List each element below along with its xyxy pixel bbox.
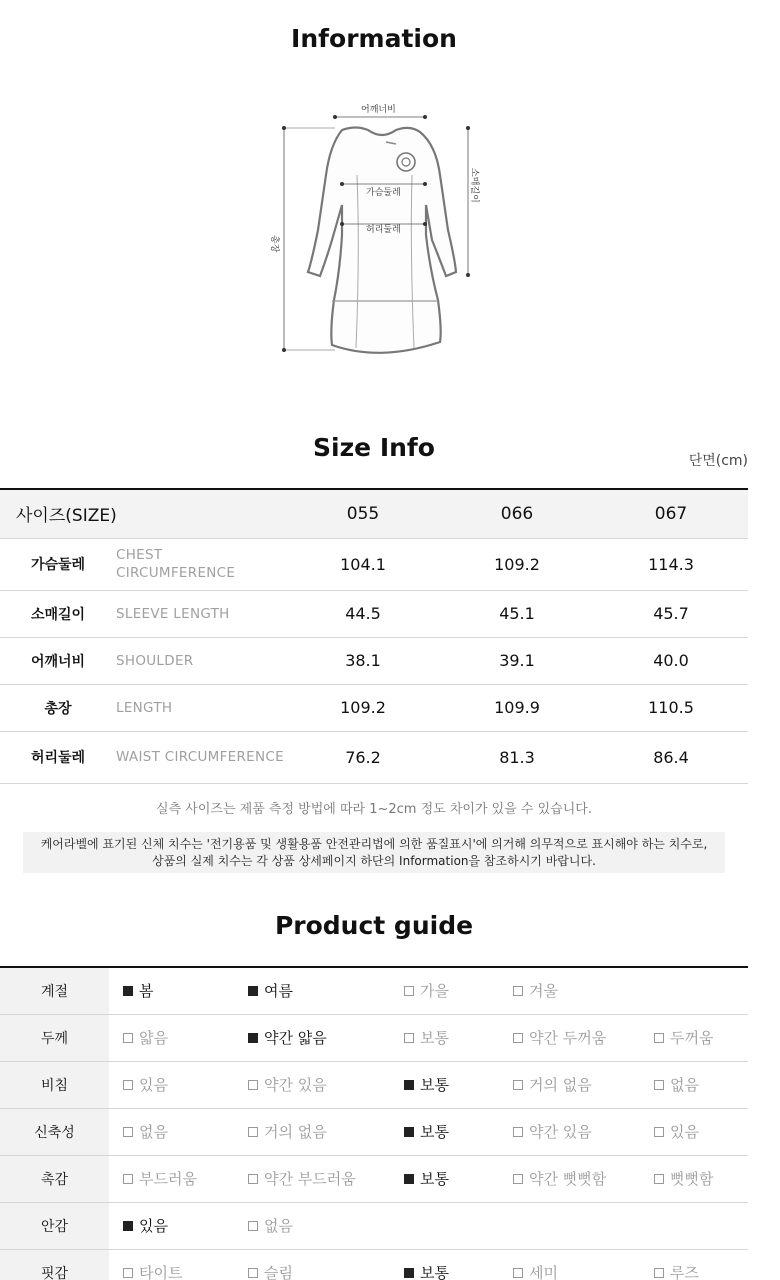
guide-option xyxy=(109,1061,234,1108)
row-label-en: CHEST CIRCUMFERENCE xyxy=(116,538,286,590)
row-label-kr: 어깨너비 xyxy=(0,637,116,684)
guide-option xyxy=(390,1108,499,1155)
table-cell: 76.2 xyxy=(286,731,440,783)
guide-option xyxy=(234,1061,390,1108)
guide-option xyxy=(640,967,748,1014)
guide-row xyxy=(0,1014,748,1061)
guide-option xyxy=(109,1014,234,1061)
checked-box-icon xyxy=(123,1221,133,1231)
guide-row xyxy=(0,1061,748,1108)
unchecked-box-icon xyxy=(654,1268,664,1278)
guide-row-label: 비침 xyxy=(0,1061,109,1108)
product-guide-title: Product guide xyxy=(274,911,474,940)
guide-option xyxy=(109,1155,234,1202)
care-label-notice xyxy=(23,832,725,873)
unchecked-box-icon xyxy=(248,1127,258,1137)
guide-option-label: 여름 xyxy=(264,982,293,1001)
unchecked-box-icon xyxy=(513,1174,523,1184)
unchecked-box-icon xyxy=(123,1127,133,1137)
guide-option-label: 보통 xyxy=(420,1170,449,1188)
guide-option xyxy=(640,1249,748,1280)
table-cell: 109.2 xyxy=(440,538,594,590)
guide-option xyxy=(234,1202,390,1249)
guide-option xyxy=(499,1014,640,1061)
guide-option xyxy=(499,1202,640,1249)
guide-option-label: 약간 얇음 xyxy=(264,1029,327,1047)
guide-option xyxy=(234,1249,390,1280)
guide-option-label: 슬림 xyxy=(264,1264,293,1280)
guide-option-label: 보통 xyxy=(420,1123,449,1141)
unchecked-box-icon xyxy=(513,1033,523,1043)
table-cell: 109.2 xyxy=(286,684,440,731)
table-cell: 38.1 xyxy=(286,637,440,684)
size-table-header xyxy=(0,489,748,538)
table-cell: 109.9 xyxy=(440,684,594,731)
guide-option xyxy=(390,1249,499,1280)
table-cell: 114.3 xyxy=(594,538,748,590)
guide-option-label: 없음 xyxy=(264,1217,293,1235)
checked-box-icon xyxy=(404,1174,414,1184)
guide-row-label: 핏감 xyxy=(0,1249,109,1280)
checked-box-icon xyxy=(404,1080,414,1090)
guide-option-label: 있음 xyxy=(670,1123,699,1141)
unchecked-box-icon xyxy=(513,1268,523,1278)
diagram-label-length: 총장 xyxy=(269,235,279,253)
guide-option-label: 약간 있음 xyxy=(529,1123,592,1141)
guide-option-label: 가을 xyxy=(420,982,449,1001)
guide-option-label: 약간 뻣뻣함 xyxy=(529,1170,607,1188)
guide-option-label: 있음 xyxy=(139,1076,168,1094)
unchecked-box-icon xyxy=(654,1033,664,1043)
guide-row xyxy=(0,1155,748,1202)
table-cell: 45.7 xyxy=(594,590,748,637)
guide-option xyxy=(390,1155,499,1202)
row-label-en: WAIST CIRCUMFERENCE xyxy=(116,731,286,783)
guide-option-label: 뻣뻣함 xyxy=(670,1170,714,1188)
guide-option xyxy=(640,1108,748,1155)
guide-row-label: 두께 xyxy=(0,1014,109,1061)
unchecked-box-icon xyxy=(123,1174,133,1184)
guide-option-label: 루즈 xyxy=(670,1264,699,1280)
size-header-label: 사이즈(SIZE) xyxy=(0,489,286,538)
guide-option-label: 보통 xyxy=(420,1264,449,1280)
guide-option xyxy=(390,1202,499,1249)
row-label-en: SHOULDER xyxy=(116,637,286,684)
guide-option xyxy=(640,1202,748,1249)
diagram-label-chest: 가슴둘레 xyxy=(366,188,401,198)
unchecked-box-icon xyxy=(654,1127,664,1137)
guide-option xyxy=(109,1202,234,1249)
table-row xyxy=(0,590,748,637)
unchecked-box-icon xyxy=(248,1221,258,1231)
guide-option-label: 세미 xyxy=(529,1264,558,1280)
size-header-055: 055 xyxy=(286,489,440,538)
unchecked-box-icon xyxy=(248,1080,258,1090)
guide-option-label: 약간 부드러움 xyxy=(264,1170,356,1188)
guide-option-label: 거의 없음 xyxy=(264,1123,327,1141)
unchecked-box-icon xyxy=(248,1174,258,1184)
row-label-kr: 허리둘레 xyxy=(0,731,116,783)
guide-option xyxy=(499,1249,640,1280)
guide-option xyxy=(109,1108,234,1155)
guide-option xyxy=(109,967,234,1014)
table-cell: 104.1 xyxy=(286,538,440,590)
unchecked-box-icon xyxy=(654,1174,664,1184)
guide-row-label: 안감 xyxy=(0,1202,109,1249)
guide-option-label: 보통 xyxy=(420,1076,449,1094)
unchecked-box-icon xyxy=(513,1080,523,1090)
guide-option xyxy=(640,1014,748,1061)
guide-option xyxy=(499,1155,640,1202)
unchecked-box-icon xyxy=(513,986,523,996)
table-cell: 39.1 xyxy=(440,637,594,684)
table-cell: 81.3 xyxy=(440,731,594,783)
guide-option xyxy=(499,1061,640,1108)
guide-option xyxy=(390,967,499,1014)
guide-row xyxy=(0,967,748,1014)
table-row xyxy=(0,731,748,783)
checked-box-icon xyxy=(248,1033,258,1043)
guide-option-label: 없음 xyxy=(139,1123,168,1141)
table-cell: 45.1 xyxy=(440,590,594,637)
guide-option xyxy=(499,1108,640,1155)
row-label-kr: 소매길이 xyxy=(0,590,116,637)
guide-row xyxy=(0,1108,748,1155)
garment-measurement-diagram xyxy=(260,100,500,365)
unchecked-box-icon xyxy=(513,1127,523,1137)
unchecked-box-icon xyxy=(123,1033,133,1043)
guide-option-label: 약간 두꺼움 xyxy=(529,1029,607,1047)
unchecked-box-icon xyxy=(654,1080,664,1090)
unchecked-box-icon xyxy=(404,1033,414,1043)
care-notice-line2: 상품의 실제 치수는 각 상품 상세페이지 하단의 Information을 참조하시기 바랍니다. xyxy=(152,854,596,868)
guide-option-label: 거의 없음 xyxy=(529,1076,592,1094)
unchecked-box-icon xyxy=(123,1268,133,1278)
guide-option-label: 얇음 xyxy=(139,1029,168,1047)
care-notice-line1: 케어라벨에 표기된 신체 치수는 '전기용품 및 생활용품 안전관리법에 의한 품질표시'에 의거해 의무적으로 표시해야 하는 치수로, xyxy=(40,837,708,851)
product-guide-table xyxy=(0,966,748,1280)
guide-option-label: 약간 있음 xyxy=(264,1076,327,1094)
guide-row xyxy=(0,1202,748,1249)
guide-option-label: 보통 xyxy=(420,1029,449,1047)
information-title: Information xyxy=(291,24,457,53)
unchecked-box-icon xyxy=(248,1268,258,1278)
unchecked-box-icon xyxy=(404,986,414,996)
guide-option-label: 봄 xyxy=(139,982,154,1001)
guide-option xyxy=(390,1061,499,1108)
guide-option xyxy=(390,1014,499,1061)
guide-option-label: 겨울 xyxy=(529,982,558,1001)
guide-row-label: 촉감 xyxy=(0,1155,109,1202)
guide-row-label: 계절 xyxy=(0,967,109,1014)
unchecked-box-icon xyxy=(123,1080,133,1090)
guide-row xyxy=(0,1249,748,1280)
guide-option xyxy=(234,1014,390,1061)
table-row xyxy=(0,538,748,590)
row-label-kr: 총장 xyxy=(0,684,116,731)
guide-option xyxy=(499,967,640,1014)
checked-box-icon xyxy=(248,986,258,996)
row-label-en: SLEEVE LENGTH xyxy=(116,590,286,637)
guide-option-label: 부드러움 xyxy=(139,1170,197,1188)
size-header-067: 067 xyxy=(594,489,748,538)
table-cell: 110.5 xyxy=(594,684,748,731)
measurement-note: 실측 사이즈는 제품 측정 방법에 따라 1~2cm 정도 차이가 있을 수 있습니다. xyxy=(156,802,592,817)
diagram-label-waist: 허리둘레 xyxy=(366,225,401,235)
guide-option-label: 두꺼움 xyxy=(670,1029,714,1047)
table-cell: 40.0 xyxy=(594,637,748,684)
guide-option xyxy=(234,1108,390,1155)
table-row xyxy=(0,684,748,731)
guide-row-label: 신축성 xyxy=(0,1108,109,1155)
checked-box-icon xyxy=(404,1127,414,1137)
table-row xyxy=(0,637,748,684)
guide-option xyxy=(109,1249,234,1280)
row-label-en: LENGTH xyxy=(116,684,286,731)
guide-option xyxy=(640,1061,748,1108)
unit-note: 단면(cm) xyxy=(688,453,748,469)
row-label-kr: 가슴둘레 xyxy=(0,538,116,590)
guide-option-label: 타이트 xyxy=(139,1264,183,1280)
guide-option-label: 있음 xyxy=(139,1217,168,1235)
guide-option xyxy=(234,1155,390,1202)
diagram-label-sleeve: 소매길이 xyxy=(469,168,479,203)
table-cell: 44.5 xyxy=(286,590,440,637)
checked-box-icon xyxy=(404,1268,414,1278)
guide-option xyxy=(640,1155,748,1202)
diagram-label-shoulder: 어깨너비 xyxy=(361,105,396,115)
guide-option xyxy=(234,967,390,1014)
size-info-title: Size Info xyxy=(313,433,435,462)
guide-option-label: 없음 xyxy=(670,1076,699,1094)
size-header-066: 066 xyxy=(440,489,594,538)
table-cell: 86.4 xyxy=(594,731,748,783)
size-table xyxy=(0,488,748,784)
dress-illustration xyxy=(260,100,500,365)
checked-box-icon xyxy=(123,986,133,996)
